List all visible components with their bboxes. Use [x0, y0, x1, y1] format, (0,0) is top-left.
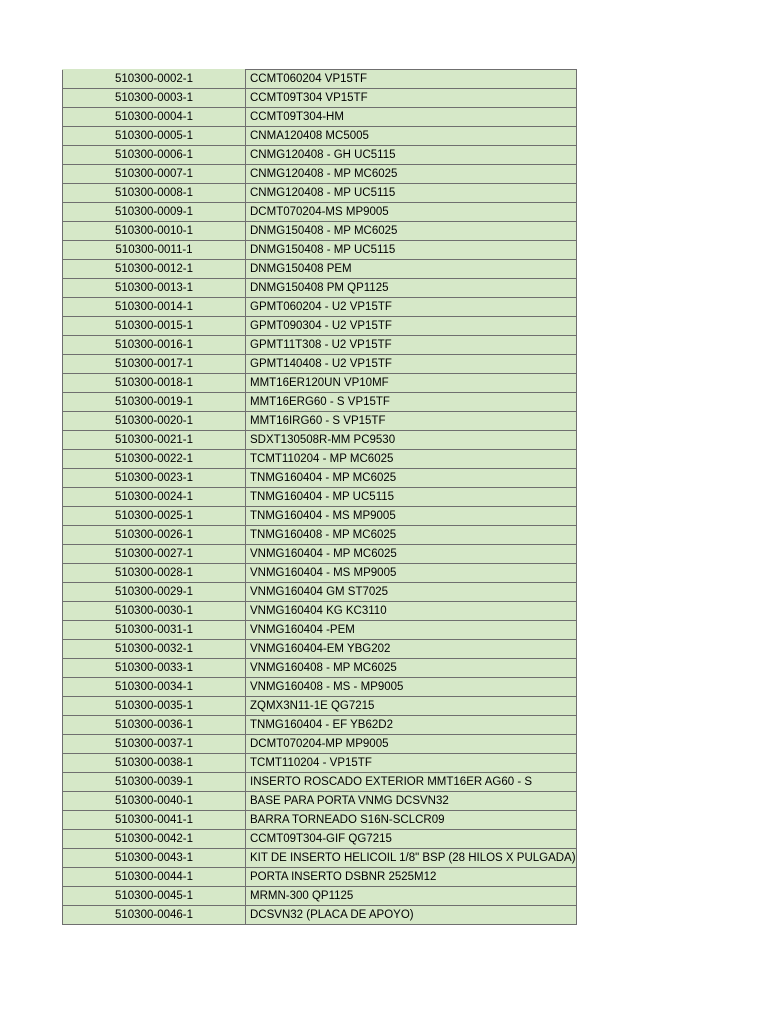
item-description-cell[interactable] [246, 735, 577, 754]
item-description-text: DCMT070204-MS MP9005 [250, 206, 389, 218]
item-code-cell[interactable]: 510300-0041-1 [63, 811, 246, 830]
item-description-text: GPMT140408 - U2 VP15TF [250, 358, 392, 370]
item-description-cell[interactable] [246, 621, 577, 640]
item-description-cell[interactable] [246, 811, 577, 830]
item-code-cell[interactable]: 510300-0017-1 [63, 355, 246, 374]
table-row [63, 70, 577, 89]
item-description-text: KIT DE INSERTO HELICOIL 1/8" BSP (28 HILOS X PULGADA) [250, 852, 576, 864]
item-description-cell[interactable] [246, 222, 577, 241]
item-description-cell[interactable] [246, 716, 577, 735]
table-row [63, 298, 577, 317]
item-code-cell[interactable]: 510300-0039-1 [63, 773, 246, 792]
item-description-cell[interactable] [246, 545, 577, 564]
item-description-cell[interactable] [246, 830, 577, 849]
item-description-cell[interactable] [246, 450, 577, 469]
item-code-cell[interactable]: 510300-0015-1 [63, 317, 246, 336]
item-description-cell[interactable] [246, 906, 577, 925]
item-description-text: DNMG150408 PEM [250, 263, 352, 275]
table-row [63, 811, 577, 830]
item-code-cell[interactable]: 510300-0022-1 [63, 450, 246, 469]
table-row [63, 89, 577, 108]
item-description-text: MMT16IRG60 - S VP15TF [250, 415, 386, 427]
table-row [63, 355, 577, 374]
item-description-text: MRMN-300 QP1125 [250, 890, 354, 902]
item-code-cell[interactable]: 510300-0018-1 [63, 374, 246, 393]
item-description-cell[interactable] [246, 108, 577, 127]
item-description-text: BASE PARA PORTA VNMG DCSVN32 [250, 795, 449, 807]
table-row [63, 431, 577, 450]
table-row [63, 773, 577, 792]
table-row [63, 564, 577, 583]
item-code-cell[interactable]: 510300-0046-1 [63, 906, 246, 925]
item-description-text: INSERTO ROSCADO EXTERIOR MMT16ER AG60 - S [250, 776, 533, 788]
item-description-text: TCMT110204 - MP MC6025 [250, 453, 394, 465]
item-description-cell[interactable] [246, 792, 577, 811]
item-code-cell[interactable]: 510300-0045-1 [63, 887, 246, 906]
table-row [63, 184, 577, 203]
item-code-cell[interactable]: 510300-0042-1 [63, 830, 246, 849]
item-description-cell[interactable] [246, 507, 577, 526]
item-code-cell[interactable]: 510300-0031-1 [63, 621, 246, 640]
item-code-cell[interactable]: 510300-0033-1 [63, 659, 246, 678]
item-description-cell[interactable] [246, 70, 577, 89]
item-description-cell[interactable] [246, 393, 577, 412]
table-row [63, 545, 577, 564]
item-code-cell[interactable]: 510300-0013-1 [63, 279, 246, 298]
item-description-text: TNMG160404 - MP UC5115 [250, 491, 395, 503]
item-description-text: VNMG160408 - MS - MP9005 [250, 681, 404, 693]
item-description-cell[interactable] [246, 697, 577, 716]
item-description-cell[interactable] [246, 89, 577, 108]
item-description-cell[interactable] [246, 469, 577, 488]
item-description-text: SDXT130508R-MM PC9530 [250, 434, 396, 446]
item-description-cell[interactable] [246, 678, 577, 697]
item-description-cell[interactable] [246, 336, 577, 355]
item-description-cell[interactable] [246, 184, 577, 203]
item-code-cell[interactable]: 510300-0008-1 [63, 184, 246, 203]
item-code-cell[interactable]: 510300-0040-1 [63, 792, 246, 811]
item-code-cell[interactable]: 510300-0025-1 [63, 507, 246, 526]
table-row [63, 906, 577, 925]
item-code-cell[interactable]: 510300-0028-1 [63, 564, 246, 583]
item-description-text: TNMG160404 - EF YB62D2 [250, 719, 393, 731]
item-description-text: MMT16ER120UN VP10MF [250, 377, 389, 389]
item-description-text: GPMT090304 - U2 VP15TF [250, 320, 392, 332]
item-description-text: DNMG150408 - MP UC5115 [250, 244, 396, 256]
item-description-cell[interactable] [246, 431, 577, 450]
item-description-text: ZQMX3N11-1E QG7215 [250, 700, 375, 712]
inventory-table [62, 69, 577, 925]
item-description-cell[interactable] [246, 260, 577, 279]
table-row [63, 241, 577, 260]
item-code-cell[interactable]: 510300-0004-1 [63, 108, 246, 127]
item-code-cell[interactable]: 510300-0016-1 [63, 336, 246, 355]
table-row [63, 203, 577, 222]
item-code-cell[interactable]: 510300-0036-1 [63, 716, 246, 735]
item-description-text: CCMT09T304-HM [250, 111, 344, 123]
table-row [63, 222, 577, 241]
item-description-cell[interactable] [246, 355, 577, 374]
table-row [63, 127, 577, 146]
item-description-cell[interactable] [246, 887, 577, 906]
table-row [63, 754, 577, 773]
item-description-cell[interactable] [246, 773, 577, 792]
item-description-cell[interactable] [246, 241, 577, 260]
item-description-cell[interactable] [246, 640, 577, 659]
table-row [63, 830, 577, 849]
item-description-text: VNMG160404-EM YBG202 [250, 643, 391, 655]
item-description-text: DCSVN32 (PLACA DE APOYO) [250, 909, 414, 921]
item-description-cell[interactable] [246, 583, 577, 602]
item-description-text: DCMT070204-MP MP9005 [250, 738, 389, 750]
item-description-cell[interactable] [246, 602, 577, 621]
item-code-cell[interactable]: 510300-0044-1 [63, 868, 246, 887]
table-row [63, 450, 577, 469]
item-code-cell[interactable]: 510300-0032-1 [63, 640, 246, 659]
item-description-cell[interactable] [246, 868, 577, 887]
item-code-cell[interactable]: 510300-0034-1 [63, 678, 246, 697]
item-description-text: DNMG150408 - MP MC6025 [250, 225, 398, 237]
table-row [63, 792, 577, 811]
item-description-text: CNMG120408 - MP MC6025 [250, 168, 398, 180]
item-code-cell[interactable]: 510300-0019-1 [63, 393, 246, 412]
item-code-cell[interactable]: 510300-0026-1 [63, 526, 246, 545]
item-code-cell[interactable]: 510300-0023-1 [63, 469, 246, 488]
item-description-text: CNMG120408 - MP UC5115 [250, 187, 396, 199]
item-code-cell[interactable]: 510300-0035-1 [63, 697, 246, 716]
item-description-text: GPMT11T308 - U2 VP15TF [250, 339, 392, 351]
table-row [63, 659, 577, 678]
item-description-cell[interactable] [246, 279, 577, 298]
item-description-text: VNMG160404 - MS MP9005 [250, 567, 397, 579]
item-code-cell[interactable]: 510300-0021-1 [63, 431, 246, 450]
table-body [63, 70, 577, 925]
item-code-cell[interactable]: 510300-0011-1 [63, 241, 246, 260]
table-row [63, 602, 577, 621]
item-code-cell[interactable]: 510300-0002-1 [63, 70, 246, 89]
item-code-cell[interactable]: 510300-0010-1 [63, 222, 246, 241]
item-description-text: MMT16ERG60 - S VP15TF [250, 396, 390, 408]
item-description-text: VNMG160408 - MP MC6025 [250, 662, 397, 674]
item-description-cell[interactable] [246, 146, 577, 165]
table-row [63, 735, 577, 754]
table-row [63, 374, 577, 393]
table-row [63, 640, 577, 659]
item-code-cell[interactable]: 510300-0024-1 [63, 488, 246, 507]
item-description-text: VNMG160404 -PEM [250, 624, 355, 636]
table-row [63, 165, 577, 184]
table-row [63, 412, 577, 431]
item-description-cell[interactable] [246, 317, 577, 336]
item-code-cell[interactable]: 510300-0003-1 [63, 89, 246, 108]
item-description-text: GPMT060204 - U2 VP15TF [250, 301, 392, 313]
table-row [63, 507, 577, 526]
table-row [63, 260, 577, 279]
table-row [63, 697, 577, 716]
item-description-text: PORTA INSERTO DSBNR 2525M12 [250, 871, 437, 883]
item-code-cell[interactable]: 510300-0027-1 [63, 545, 246, 564]
item-description-cell[interactable] [246, 127, 577, 146]
table-row [63, 279, 577, 298]
item-code-cell[interactable]: 510300-0012-1 [63, 260, 246, 279]
item-description-cell[interactable] [246, 298, 577, 317]
item-description-cell[interactable] [246, 488, 577, 507]
item-code-cell[interactable]: 510300-0005-1 [63, 127, 246, 146]
table-row [63, 868, 577, 887]
item-description-cell[interactable] [246, 374, 577, 393]
item-description-text: DNMG150408 PM QP1125 [250, 282, 389, 294]
item-description-cell[interactable] [246, 526, 577, 545]
item-description-cell[interactable] [246, 203, 577, 222]
item-description-text: VNMG160404 KG KC3110 [250, 605, 387, 617]
item-description-cell[interactable] [246, 564, 577, 583]
item-description-cell[interactable] [246, 412, 577, 431]
item-code-cell[interactable]: 510300-0014-1 [63, 298, 246, 317]
item-description-text: CNMA120408 MC5005 [250, 130, 369, 142]
item-code-cell[interactable]: 510300-0020-1 [63, 412, 246, 431]
table-row [63, 849, 577, 868]
item-description-cell[interactable] [246, 849, 577, 868]
spreadsheet-table [62, 69, 577, 925]
item-code-cell[interactable]: 510300-0029-1 [63, 583, 246, 602]
table-row [63, 716, 577, 735]
item-code-cell[interactable]: 510300-0007-1 [63, 165, 246, 184]
table-row [63, 317, 577, 336]
item-code-cell[interactable]: 510300-0037-1 [63, 735, 246, 754]
item-description-text: CCMT09T304 VP15TF [250, 92, 368, 104]
item-description-text: CNMG120408 - GH UC5115 [250, 149, 396, 161]
item-description-text: TCMT110204 - VP15TF [250, 757, 372, 769]
table-row [63, 393, 577, 412]
table-row [63, 108, 577, 127]
item-code-cell[interactable]: 510300-0038-1 [63, 754, 246, 773]
item-code-cell[interactable]: 510300-0006-1 [63, 146, 246, 165]
table-row [63, 469, 577, 488]
item-description-cell[interactable] [246, 754, 577, 773]
item-description-cell[interactable] [246, 659, 577, 678]
item-description-text: TNMG160408 - MP MC6025 [250, 529, 397, 541]
item-description-text: VNMG160404 - MP MC6025 [250, 548, 397, 560]
item-description-text: CCMT060204 VP15TF [250, 73, 367, 85]
item-description-text: TNMG160404 - MS MP9005 [250, 510, 396, 522]
item-description-text: TNMG160404 - MP MC6025 [250, 472, 397, 484]
item-description-text: BARRA TORNEADO S16N-SCLCR09 [250, 814, 445, 826]
item-code-cell[interactable]: 510300-0043-1 [63, 849, 246, 868]
table-row [63, 146, 577, 165]
table-row [63, 488, 577, 507]
table-row [63, 678, 577, 697]
table-row [63, 887, 577, 906]
item-code-cell[interactable]: 510300-0030-1 [63, 602, 246, 621]
item-description-text: CCMT09T304-GIF QG7215 [250, 833, 392, 845]
table-row [63, 621, 577, 640]
table-row [63, 526, 577, 545]
table-row [63, 583, 577, 602]
table-row [63, 336, 577, 355]
item-description-text: VNMG160404 GM ST7025 [250, 586, 389, 598]
item-description-cell[interactable] [246, 165, 577, 184]
item-code-cell[interactable]: 510300-0009-1 [63, 203, 246, 222]
